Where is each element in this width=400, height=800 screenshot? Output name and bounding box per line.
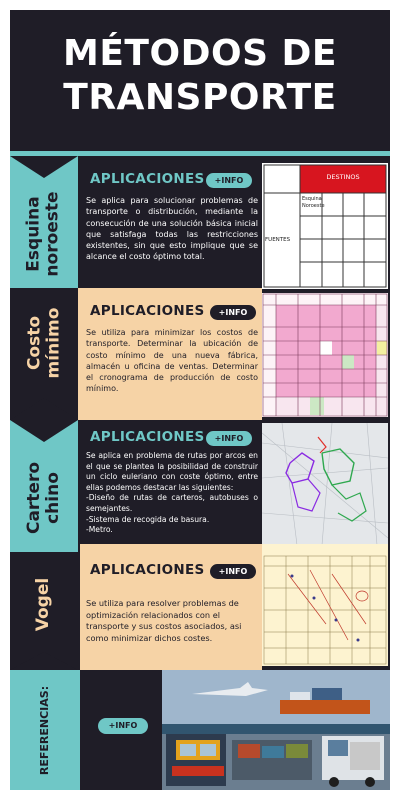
transport-collage-image — [162, 670, 390, 790]
card-costo-minimo — [80, 297, 261, 417]
tab-label-line-2: noroeste — [43, 191, 63, 277]
tab-costo-minimo — [10, 288, 78, 420]
page-title — [10, 32, 390, 120]
tab-label-line-1: Esquina — [24, 196, 44, 272]
references-tab — [10, 670, 80, 790]
card-heading: APLICACIONES — [90, 562, 205, 578]
bullet-item: -Sistema de recogida de basura. — [86, 514, 210, 524]
info-button[interactable]: +INFO — [210, 305, 256, 320]
tab-label — [25, 308, 63, 379]
card-vogel — [80, 556, 261, 668]
references-label: REFERENCIAS: — [38, 685, 52, 775]
card-heading: APLICACIONES — [90, 171, 205, 187]
cost-matrix-image — [262, 293, 388, 417]
info-button[interactable]: +INFO — [206, 173, 252, 188]
card-text: Se utiliza para resolver problemas de optimización relacionados con el transporte y sus costos asociados, asi como minimizar dichos costes. — [86, 598, 242, 643]
title-line-1: MÉTODOS DE — [63, 33, 337, 74]
card-cartero-chino — [80, 423, 261, 549]
card-text: Se aplica para solucionar problemas de transporte o distribución, mediante la consecución de una solución básica inicial que satisfaga todas las restricciones existentes, sin que esto implique que se alcance el costo óptimo total. — [86, 196, 258, 262]
card-text: Se utiliza para minimizar los costos de transporte. Determinar la ubicación de costo mínimo de una nueva fábrica, almacén u oficina de ventas. Determinar el cronograma de producción de costo mínimo. — [86, 328, 258, 394]
northwest-table-image — [262, 163, 388, 289]
info-button[interactable]: +INFO — [206, 431, 252, 446]
card-esquina-noroeste — [80, 165, 261, 288]
vogel-table-image — [262, 544, 388, 666]
bullet-item: -Metro. — [86, 525, 113, 535]
tab-label-line-1: Cartero — [24, 461, 44, 535]
info-button[interactable]: +INFO — [210, 564, 256, 579]
tab-label — [25, 462, 63, 534]
tab-label-line-2: mínimo — [43, 307, 63, 379]
tab-vogel — [10, 552, 78, 670]
table-header: DESTINOS — [326, 173, 360, 181]
tab-label — [25, 191, 63, 276]
title-line-2: TRANSPORTE — [63, 77, 337, 118]
card-text-intro: Se aplica en problema de rutas por arcos en el que se plantea la posibilidad de construir un ciclo euleriano con coste óptimo, entre ellas podemos destacar las siguientes: — [86, 451, 258, 492]
tab-label-line-1: Costo — [24, 315, 44, 371]
card-heading: APLICACIONES — [90, 303, 205, 319]
table-row-label: FUENTES — [265, 237, 291, 243]
card-heading: APLICACIONES — [90, 429, 205, 445]
tab-label-line-2: chino — [43, 472, 63, 524]
references-info-button[interactable]: +INFO — [98, 718, 148, 734]
card-text — [86, 451, 258, 536]
table-corner-label: Esquina Noroeste — [302, 196, 325, 209]
infographic — [10, 10, 390, 790]
tab-label: Vogel — [33, 577, 54, 631]
bullet-item: -Diseño de rutas de carteros, autobuses o semejantes. — [86, 493, 258, 513]
route-map-image — [262, 423, 388, 545]
tab-esquina-noroeste — [10, 156, 78, 288]
tab-cartero-chino — [10, 420, 78, 552]
